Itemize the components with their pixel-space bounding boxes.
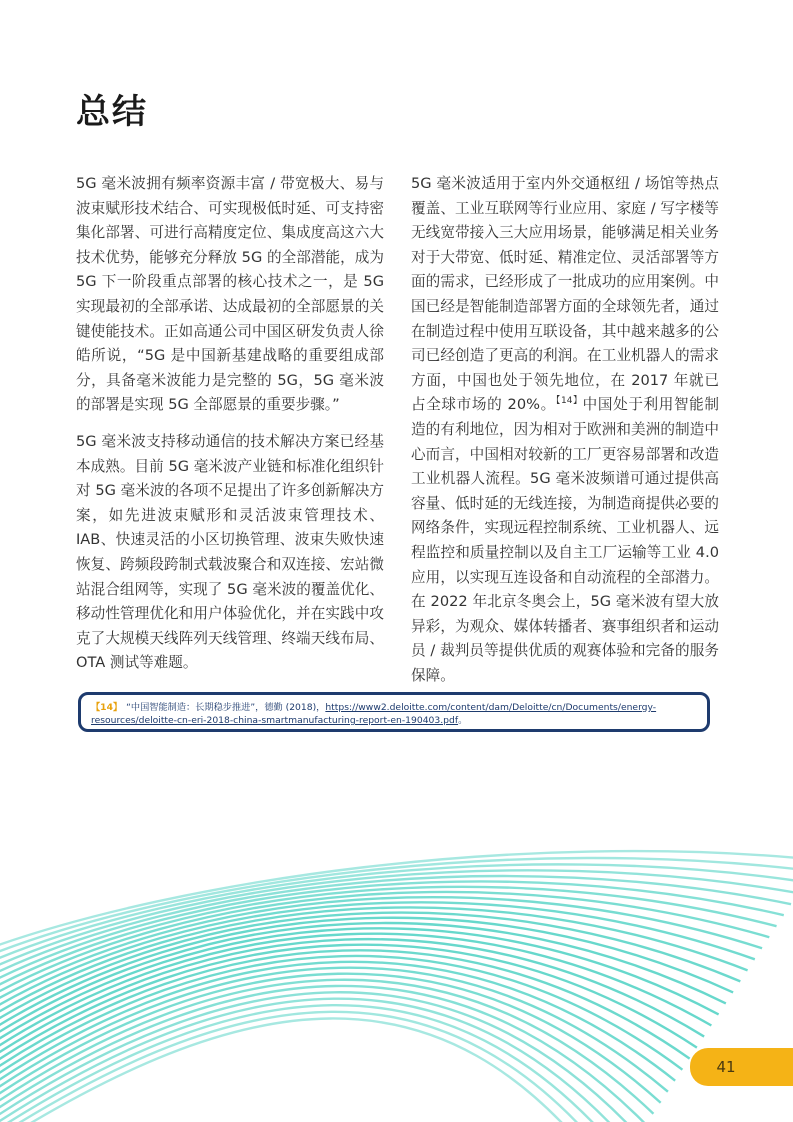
- reference-text: “中国智能制造：长期稳步推进”，德勤 (2018)，: [126, 702, 326, 713]
- right-paragraph-1-text-a: 5G 毫米波适用于室内外交通枢纽 / 场馆等热点覆盖、工业互联网等行业应用、家庭 / 写字楼等无线宽带接入三大应用场景，能够满足相关业务对于大带宽、低时延、精准定位、灵活部署等方面的需求，已经形成了一批成功的应用案例。中国已经是智能制造部署方面的全球领先者，通过在制造过程中使用互联设备，其中越来越多的公司已经创造了更高的利润。在工业机器人的需求方面，中国也处于领先地位，在 2017 年就已占全球市场的 20%。: [411, 175, 719, 414]
- right-column: [411, 172, 719, 700]
- reference-number: 【14】: [91, 702, 123, 713]
- reference-box: [78, 692, 710, 732]
- page-title: 总结: [76, 92, 148, 132]
- footnote-marker[interactable]: 【14】: [555, 396, 583, 407]
- right-paragraph-1-text-b: 中国处于利用智能制造的有利地位，因为相对于欧洲和美洲的制造中心而言，中国相对较新的工厂更容易部署和改造工业机器人流程。5G 毫米波频谱可通过提供高容量、低时延的无线连接，为制造商提供必要的网络条件，实现远程控制系统、工业机器人、远程监控和质量控制以及自主工厂运输等工业 4.0 应用，以实现互连设备和自动流程的全部潜力。在 2022 年北京冬奥会上，5G 毫米波有望大放异彩，为观众、媒体转播者、赛事组织者和运动员 / 裁判员等提供优质的观赛体验和完备的服务保障。: [411, 396, 719, 684]
- wave-line: [0, 1005, 624, 1122]
- reference-link[interactable]: https://www2.deloitte.com/content/dam/Deloitte/cn/Documents/energy-resources/deloitte-cn-eri-2018-china-smartmanufacturing-report-en-190403.pdf: [91, 702, 657, 726]
- left-paragraph-1: 5G 毫米波拥有频率资源丰富 / 带宽极大、易与波束赋形技术结合、可实现极低时延、可支持密集化部署、可进行高精度定位、集成度高这六大技术优势，能够充分释放 5G 的全部潜能，成为 5G 下一阶段重点部署的核心技术之一，是 5G 实现最初的全部承诺、达成最初的全部愿景的关键使能技术。正如高通公司中国区研发负责人徐皓所说，“5G 是中国新基建战略的重要组成部分，具备毫米波能力是完整的 5G，5G 毫米波的部署是实现 5G 全部愿景的重要步骤。”: [76, 175, 384, 414]
- decorative-wave-lines: [0, 820, 793, 1122]
- left-column: [76, 172, 384, 688]
- page-number: 41: [716, 1058, 736, 1076]
- left-paragraph-2: 5G 毫米波支持移动通信的技术解决方案已经基本成熟。目前 5G 毫米波产业链和标准化组织针对 5G 毫米波的各项不足提出了许多创新解决方案，如先进波束赋形和灵活波束管理技术、IAB、快速灵活的小区切换管理、波束失败快速恢复、跨频段跨制式载波聚合和双连接、宏站微站混合组网等，实现了 5G 毫米波的覆盖优化、移动性管理优化和用户体验优化，并在实践中攻克了大规模天线阵列天线管理、终端天线布局、OTA 测试等难题。: [76, 432, 384, 672]
- reference-end: 。: [458, 715, 468, 726]
- right-paragraph-1: [411, 172, 719, 688]
